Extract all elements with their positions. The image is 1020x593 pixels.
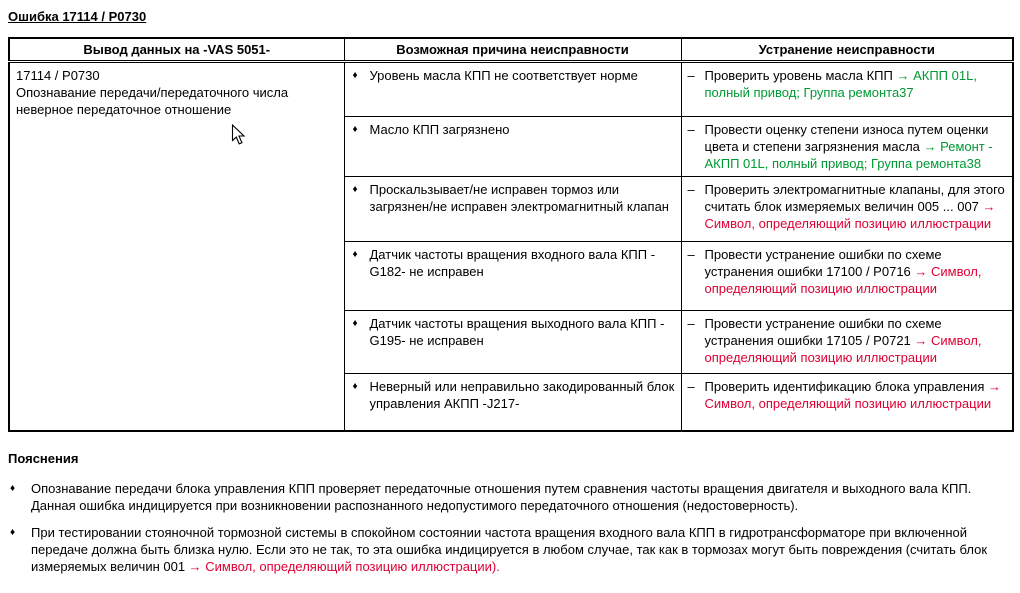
remedy-cell <box>681 177 1013 242</box>
remedy-text <box>705 246 1007 297</box>
notes-list <box>8 480 1012 575</box>
cause-cell <box>344 62 681 117</box>
table-row <box>9 62 1013 117</box>
col-header-possible-cause: Возможная причина неисправности <box>344 38 681 62</box>
diamond-bullet-icon: ♦ <box>352 70 358 81</box>
illustration-symbol-link[interactable]: → Символ, определяющий позицию иллюстрации <box>704 333 982 365</box>
illustration-symbol-link[interactable]: → Символ, определяющий позицию иллюстрации <box>704 264 982 296</box>
dash-bullet-icon: – <box>687 316 695 331</box>
cause-cell <box>344 117 681 177</box>
diamond-bullet-icon: ♦ <box>352 249 358 260</box>
dash-bullet-icon: – <box>687 68 695 83</box>
remedy-item <box>688 67 1007 101</box>
plain-text: Провести устранение ошибки по схеме устранения ошибки 17100 / P0716 <box>704 247 942 279</box>
fault-code-line: Опознавание передачи/передаточного числа <box>16 85 289 100</box>
remedy-item <box>688 378 1007 412</box>
diamond-bullet-icon: ♦ <box>10 526 16 538</box>
note-text <box>31 480 1012 514</box>
remedy-item <box>688 246 1007 297</box>
remedy-cell <box>681 62 1013 117</box>
plain-text: Опознавание передачи блока управления КПП проверяет передаточные отношения путем сравнения частоты вращения двигателя и выходного вала КПП. Данная ошибка индицируется при возникновении распознанного недопустимого передаточного отношения (недостоверность). <box>31 480 972 513</box>
remedy-text <box>705 121 1007 172</box>
cause-text: Проскальзывает/не исправен тормоз или загрязнен/не исправен электромагнитный клапан <box>369 182 669 214</box>
remedy-cell <box>681 117 1013 177</box>
repair-group-link[interactable]: → Ремонт - АКПП 01L, полный привод; Группа ремонта38 <box>704 139 993 171</box>
dash-bullet-icon: – <box>687 247 695 262</box>
cause-cell <box>344 311 681 374</box>
plain-text: Провести оценку степени износа путем оценки цвета и степени загрязнения масла <box>704 122 989 154</box>
cause-text: Уровень масла КПП не соответствует норме <box>369 68 638 83</box>
fault-code-line: 17114 / P0730 <box>16 68 100 83</box>
table-header-row <box>9 38 1013 62</box>
cause-cell <box>344 177 681 242</box>
diamond-bullet-icon: ♦ <box>352 318 358 329</box>
col-header-vas-output: Вывод данных на -VAS 5051- <box>9 38 344 62</box>
remedy-item <box>688 121 1007 172</box>
col-header-remedy: Устранение неисправности <box>681 38 1013 62</box>
remedy-cell <box>681 311 1013 374</box>
repair-group-link[interactable]: → АКПП 01L, полный привод; Группа ремонта37 <box>704 68 977 100</box>
illustration-symbol-link[interactable]: → Символ, определяющий позицию иллюстрации <box>704 199 996 231</box>
cause-item <box>351 246 675 280</box>
illustration-symbol-link[interactable]: → Символ, определяющий позицию иллюстрации <box>704 379 1001 411</box>
diamond-bullet-icon: ♦ <box>352 184 358 195</box>
illustration-symbol-link[interactable]: → Символ, определяющий позицию иллюстрации). <box>188 558 500 574</box>
note-item <box>8 524 1012 575</box>
cause-text: Датчик частоты вращения входного вала КПП -G182- не исправен <box>369 247 656 279</box>
remedy-text <box>705 378 1007 412</box>
remedy-cell <box>681 242 1013 311</box>
cause-cell <box>344 242 681 311</box>
remedy-item <box>688 181 1007 232</box>
cause-text: Масло КПП загрязнено <box>369 122 510 137</box>
remedy-text <box>705 315 1007 366</box>
fault-code-line: неверное передаточное отношение <box>16 102 232 117</box>
notes-section <box>8 451 1012 575</box>
dash-bullet-icon: – <box>687 182 695 197</box>
diamond-bullet-icon: ♦ <box>352 381 358 392</box>
notes-heading: Пояснения <box>8 450 79 466</box>
remedy-text <box>705 67 1007 101</box>
cause-item <box>351 181 675 215</box>
page-title: Ошибка 17114 / P0730 <box>8 9 147 24</box>
table-body <box>9 62 1013 431</box>
cause-item <box>351 378 675 412</box>
fault-diagnostic-table <box>8 37 1014 432</box>
cause-item <box>351 315 675 349</box>
fault-code-cell <box>9 62 344 431</box>
plain-text: Проверить электромагнитные клапаны, для этого считать блок измеряемых величин 005 ... 007 <box>704 182 1005 214</box>
remedy-item <box>688 315 1007 366</box>
dash-bullet-icon: – <box>687 379 695 394</box>
cause-text: Неверный или неправильно закодированный блок управления АКПП -J217- <box>369 379 675 411</box>
cause-cell <box>344 374 681 431</box>
cause-text: Датчик частоты вращения выходного вала КПП -G195- не исправен <box>369 316 665 348</box>
cause-item <box>351 67 675 84</box>
plain-text: Проверить уровень масла КПП <box>704 68 897 83</box>
plain-text: Проверить идентификацию блока управления <box>704 379 988 394</box>
plain-text: Провести устранение ошибки по схеме устранения ошибки 17105 / P0721 <box>704 316 942 348</box>
plain-text: При тестировании стояночной тормозной системы в спокойном состоянии частота вращения входного вала КПП в гидротрансформаторе при включенной передаче должна быть близка нулю. Если это не так, то эта ошибка индицируется в любом случае, так как в тормозах могут быть повреждения (считать блок измеряемых величин 001 <box>31 524 988 574</box>
diamond-bullet-icon: ♦ <box>10 482 16 494</box>
cause-item <box>351 121 675 138</box>
diamond-bullet-icon: ♦ <box>352 124 358 135</box>
dash-bullet-icon: – <box>687 122 695 137</box>
note-item <box>8 480 1012 514</box>
note-text <box>31 524 1012 575</box>
remedy-text <box>705 181 1007 232</box>
remedy-cell <box>681 374 1013 431</box>
